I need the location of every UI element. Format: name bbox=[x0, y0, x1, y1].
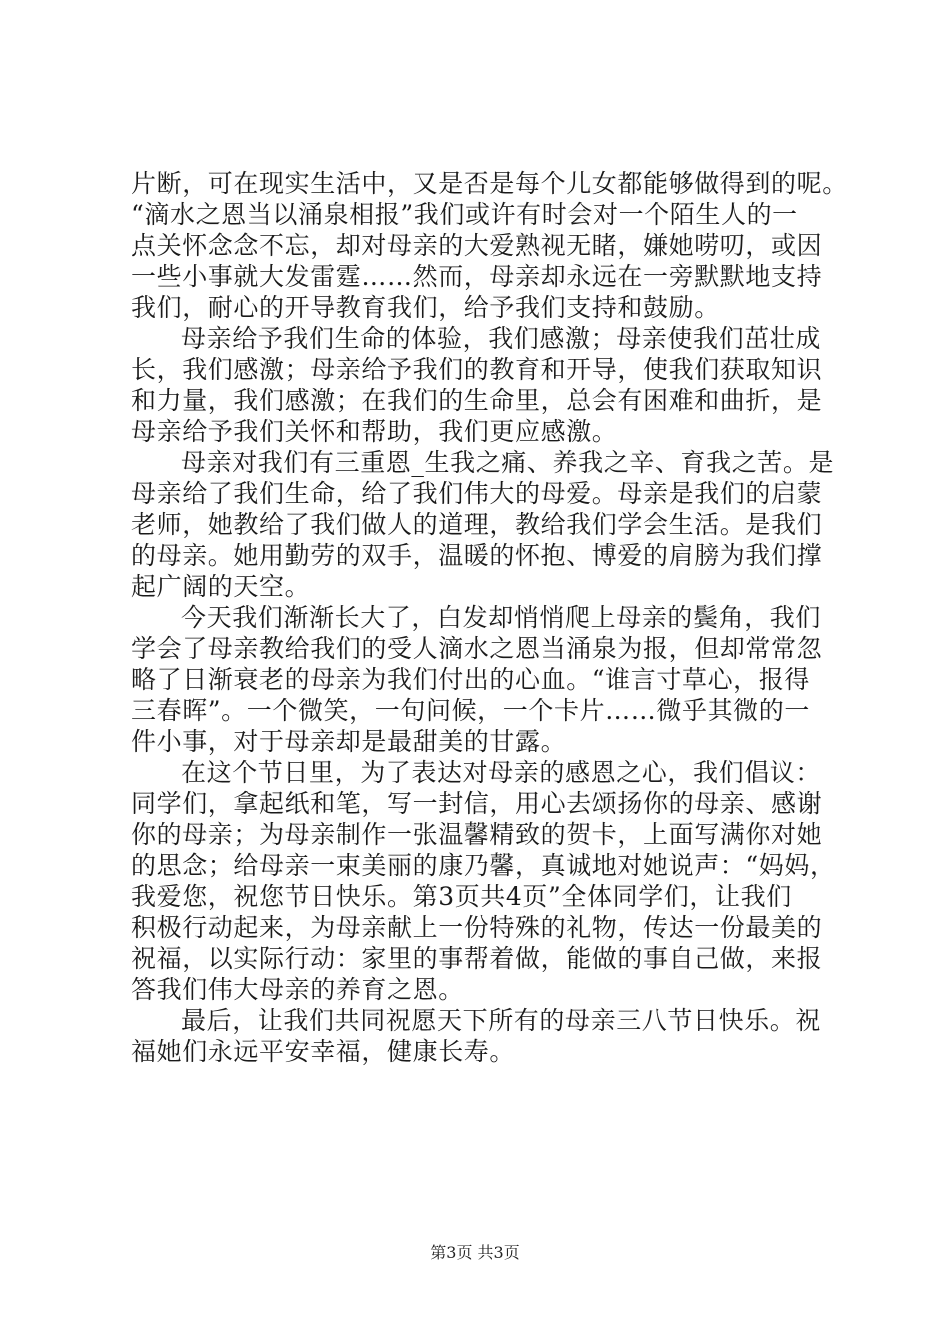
text-line: 在这个节日里，为了表达对母亲的感恩之心，我们倡议： bbox=[181, 758, 822, 787]
paragraph-1 bbox=[131, 168, 848, 323]
text-line: 祝福，以实际行动：家里的事帮着做，能做的事自己做，来报 bbox=[131, 944, 823, 973]
text-line: 你的母亲；为母亲制作一张温馨精致的贺卡，上面写满你对她 bbox=[131, 820, 823, 849]
text-line: 三春晖”。一个微笑，一句问候，一个卡片……微乎其微的一 bbox=[131, 696, 810, 725]
text-line: 片断，可在现实生活中，又是否是每个儿女都能够做得到的呢。 bbox=[131, 169, 848, 198]
text-line: 学会了母亲教给我们的受人滴水之恩当涌泉为报，但却常常忽 bbox=[131, 634, 823, 663]
text-line: 福她们永远平安幸福，健康长寿。 bbox=[131, 1037, 516, 1066]
text-line: 积极行动起来，为母亲献上一份特殊的礼物，传达一份最美的 bbox=[131, 913, 823, 942]
text-line: 我爱您，祝您节日快乐。第3页共4页”全体同学们，让我们 bbox=[131, 882, 792, 911]
text-line: 老师，她教给了我们做人的道理，教给我们学会生活。是我们 bbox=[131, 510, 823, 539]
text-line: 母亲给予我们关怀和帮助，我们更应感激。 bbox=[131, 417, 618, 446]
paragraph-2 bbox=[131, 323, 831, 447]
body-text bbox=[131, 168, 848, 1067]
text-line: 最后，让我们共同祝愿天下所有的母亲三八节日快乐。祝 bbox=[181, 1006, 822, 1035]
text-line: 同学们，拿起纸和笔，写一封信，用心去颂扬你的母亲、感谢 bbox=[131, 789, 823, 818]
paragraph-3 bbox=[131, 447, 835, 602]
text-line: 母亲对我们有三重恩_生我之痛、养我之辛、育我之苦。是 bbox=[181, 448, 835, 477]
text-line: 件小事，对于母亲却是最甜美的甘露。 bbox=[131, 727, 567, 756]
page-footer bbox=[0, 1243, 950, 1263]
text-line: 我们，耐心的开导教育我们，给予我们支持和鼓励。 bbox=[131, 293, 720, 322]
paragraph-5 bbox=[131, 757, 836, 1005]
text-line: “滴水之恩当以涌泉相报”我们或许有时会对一个陌生人的一 bbox=[131, 200, 798, 229]
text-line: 点关怀念念不忘，却对母亲的大爱熟视无睹，嫌她唠叨，或因 bbox=[131, 231, 823, 260]
text-line: 和力量，我们感激；在我们的生命里，总会有困难和曲折，是 bbox=[131, 386, 823, 415]
page-number-label: 第3页 共3页 bbox=[430, 1243, 520, 1262]
text-line: 的母亲。她用勤劳的双手，温暖的怀抱、博爱的肩膀为我们撑 bbox=[131, 541, 823, 570]
text-line: 母亲给予我们生命的体验，我们感激；母亲使我们茁壮成 bbox=[181, 324, 822, 353]
text-line: 的思念；给母亲一束美丽的康乃馨，真诚地对她说声：“妈妈， bbox=[131, 851, 836, 880]
text-line: 长，我们感激；母亲给予我们的教育和开导，使我们获取知识 bbox=[131, 355, 823, 384]
text-line: 略了日渐衰老的母亲为我们付出的心血。“谁言寸草心，报得 bbox=[131, 665, 810, 694]
text-line: 母亲给了我们生命，给了我们伟大的母爱。母亲是我们的启蒙 bbox=[131, 479, 823, 508]
text-line: 起广阔的天空。 bbox=[131, 572, 311, 601]
paragraph-6 bbox=[131, 1005, 831, 1067]
text-line: 一些小事就大发雷霆……然而，母亲却永远在一旁默默地支持 bbox=[131, 262, 823, 291]
paragraph-4 bbox=[131, 602, 831, 757]
text-line: 今天我们渐渐长大了，白发却悄悄爬上母亲的鬓角，我们 bbox=[181, 603, 822, 632]
text-line: 答我们伟大母亲的养育之恩。 bbox=[131, 975, 464, 1004]
